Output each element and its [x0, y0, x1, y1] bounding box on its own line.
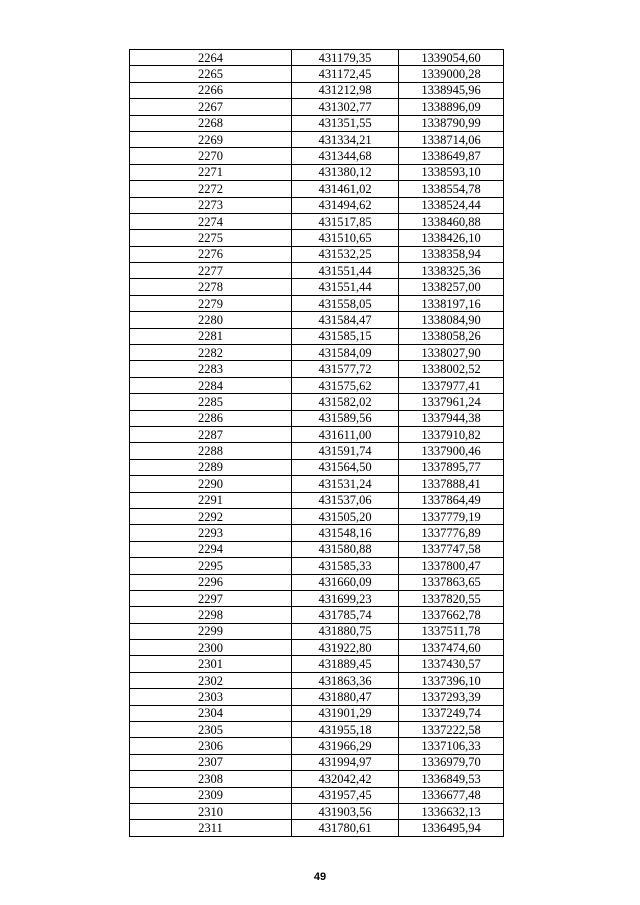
x-coordinate-cell: 431548,16	[292, 525, 399, 541]
y-coordinate-cell: 1336979,70	[399, 754, 504, 770]
point-number-cell: 2290	[130, 476, 292, 492]
y-coordinate-cell: 1337864,49	[399, 492, 504, 508]
point-number-cell: 2274	[130, 213, 292, 229]
x-coordinate-cell: 431785,74	[292, 607, 399, 623]
x-coordinate-cell: 431212,98	[292, 82, 399, 98]
x-coordinate-cell: 431351,55	[292, 115, 399, 131]
y-coordinate-cell: 1337888,41	[399, 476, 504, 492]
y-coordinate-cell: 1337662,78	[399, 607, 504, 623]
y-coordinate-cell: 1338896,09	[399, 99, 504, 115]
point-number-cell: 2296	[130, 574, 292, 590]
x-coordinate-cell: 431903,56	[292, 803, 399, 819]
x-coordinate-cell: 431517,85	[292, 213, 399, 229]
x-coordinate-cell: 431575,62	[292, 377, 399, 393]
point-number-cell: 2306	[130, 738, 292, 754]
x-coordinate-cell: 431532,25	[292, 246, 399, 262]
table-row	[130, 492, 504, 508]
table-row	[130, 426, 504, 442]
x-coordinate-cell: 431699,23	[292, 590, 399, 606]
x-coordinate-cell: 431780,61	[292, 820, 399, 836]
point-number-cell: 2307	[130, 754, 292, 770]
y-coordinate-cell: 1337900,46	[399, 443, 504, 459]
y-coordinate-cell: 1338084,90	[399, 312, 504, 328]
y-coordinate-cell: 1338714,06	[399, 131, 504, 147]
table-row	[130, 230, 504, 246]
table-row	[130, 574, 504, 590]
table-row	[130, 656, 504, 672]
y-coordinate-cell: 1338554,78	[399, 181, 504, 197]
table-row	[130, 590, 504, 606]
x-coordinate-cell: 431994,97	[292, 754, 399, 770]
x-coordinate-cell: 431537,06	[292, 492, 399, 508]
table-row	[130, 164, 504, 180]
table-row	[130, 410, 504, 426]
point-number-cell: 2297	[130, 590, 292, 606]
y-coordinate-cell: 1337961,24	[399, 394, 504, 410]
x-coordinate-cell: 431922,80	[292, 640, 399, 656]
table-row	[130, 541, 504, 557]
x-coordinate-cell: 431901,29	[292, 705, 399, 721]
table-row	[130, 99, 504, 115]
x-coordinate-cell: 431589,56	[292, 410, 399, 426]
y-coordinate-cell: 1338257,00	[399, 279, 504, 295]
table-row	[130, 394, 504, 410]
table-row	[130, 66, 504, 82]
point-number-cell: 2309	[130, 787, 292, 803]
table-row	[130, 377, 504, 393]
y-coordinate-cell: 1338325,36	[399, 263, 504, 279]
point-number-cell: 2302	[130, 672, 292, 688]
x-coordinate-cell: 431880,75	[292, 623, 399, 639]
table-row	[130, 50, 504, 66]
coordinates-table-body	[130, 50, 504, 837]
table-row	[130, 181, 504, 197]
point-number-cell: 2278	[130, 279, 292, 295]
table-row	[130, 771, 504, 787]
y-coordinate-cell: 1337430,57	[399, 656, 504, 672]
point-number-cell: 2289	[130, 459, 292, 475]
point-number-cell: 2285	[130, 394, 292, 410]
x-coordinate-cell: 431863,36	[292, 672, 399, 688]
x-coordinate-cell: 431889,45	[292, 656, 399, 672]
table-row	[130, 312, 504, 328]
y-coordinate-cell: 1338790,99	[399, 115, 504, 131]
table-row	[130, 148, 504, 164]
point-number-cell: 2267	[130, 99, 292, 115]
y-coordinate-cell: 1337977,41	[399, 377, 504, 393]
y-coordinate-cell: 1336677,48	[399, 787, 504, 803]
y-coordinate-cell: 1337776,89	[399, 525, 504, 541]
table-row	[130, 640, 504, 656]
y-coordinate-cell: 1337779,19	[399, 508, 504, 524]
point-number-cell: 2287	[130, 426, 292, 442]
point-number-cell: 2299	[130, 623, 292, 639]
table-row	[130, 131, 504, 147]
x-coordinate-cell: 431172,45	[292, 66, 399, 82]
table-row	[130, 279, 504, 295]
table-row	[130, 476, 504, 492]
table-row	[130, 672, 504, 688]
x-coordinate-cell: 431344,68	[292, 148, 399, 164]
x-coordinate-cell: 431660,09	[292, 574, 399, 590]
point-number-cell: 2277	[130, 263, 292, 279]
point-number-cell: 2295	[130, 558, 292, 574]
y-coordinate-cell: 1338945,96	[399, 82, 504, 98]
x-coordinate-cell: 431611,00	[292, 426, 399, 442]
point-number-cell: 2291	[130, 492, 292, 508]
y-coordinate-cell: 1338649,87	[399, 148, 504, 164]
y-coordinate-cell: 1337910,82	[399, 426, 504, 442]
y-coordinate-cell: 1336495,94	[399, 820, 504, 836]
y-coordinate-cell: 1338460,88	[399, 213, 504, 229]
point-number-cell: 2268	[130, 115, 292, 131]
x-coordinate-cell: 431584,47	[292, 312, 399, 328]
y-coordinate-cell: 1337106,33	[399, 738, 504, 754]
y-coordinate-cell: 1337820,55	[399, 590, 504, 606]
x-coordinate-cell: 431580,88	[292, 541, 399, 557]
x-coordinate-cell: 431551,44	[292, 263, 399, 279]
table-row	[130, 558, 504, 574]
x-coordinate-cell: 431551,44	[292, 279, 399, 295]
point-number-cell: 2281	[130, 328, 292, 344]
point-number-cell: 2270	[130, 148, 292, 164]
y-coordinate-cell: 1337895,77	[399, 459, 504, 475]
y-coordinate-cell: 1336849,53	[399, 771, 504, 787]
y-coordinate-cell: 1337249,74	[399, 705, 504, 721]
x-coordinate-cell: 431966,29	[292, 738, 399, 754]
point-number-cell: 2273	[130, 197, 292, 213]
x-coordinate-cell: 431461,02	[292, 181, 399, 197]
y-coordinate-cell: 1337747,58	[399, 541, 504, 557]
y-coordinate-cell: 1338426,10	[399, 230, 504, 246]
x-coordinate-cell: 431582,02	[292, 394, 399, 410]
point-number-cell: 2288	[130, 443, 292, 459]
point-number-cell: 2279	[130, 295, 292, 311]
x-coordinate-cell: 431179,35	[292, 50, 399, 66]
point-number-cell: 2282	[130, 345, 292, 361]
y-coordinate-cell: 1337396,10	[399, 672, 504, 688]
table-row	[130, 345, 504, 361]
table-row	[130, 508, 504, 524]
point-number-cell: 2280	[130, 312, 292, 328]
table-row	[130, 328, 504, 344]
point-number-cell: 2292	[130, 508, 292, 524]
point-number-cell: 2264	[130, 50, 292, 66]
point-number-cell: 2284	[130, 377, 292, 393]
point-number-cell: 2298	[130, 607, 292, 623]
x-coordinate-cell: 432042,42	[292, 771, 399, 787]
x-coordinate-cell: 431584,09	[292, 345, 399, 361]
table-row	[130, 197, 504, 213]
x-coordinate-cell: 431957,45	[292, 787, 399, 803]
point-number-cell: 2293	[130, 525, 292, 541]
y-coordinate-cell: 1337800,47	[399, 558, 504, 574]
point-number-cell: 2266	[130, 82, 292, 98]
table-row	[130, 623, 504, 639]
point-number-cell: 2310	[130, 803, 292, 819]
y-coordinate-cell: 1338002,52	[399, 361, 504, 377]
x-coordinate-cell: 431577,72	[292, 361, 399, 377]
point-number-cell: 2308	[130, 771, 292, 787]
point-number-cell: 2283	[130, 361, 292, 377]
table-row	[130, 246, 504, 262]
point-number-cell: 2311	[130, 820, 292, 836]
table-row	[130, 803, 504, 819]
y-coordinate-cell: 1338593,10	[399, 164, 504, 180]
y-coordinate-cell: 1338524,44	[399, 197, 504, 213]
x-coordinate-cell: 431585,15	[292, 328, 399, 344]
x-coordinate-cell: 431880,47	[292, 689, 399, 705]
table-row	[130, 361, 504, 377]
x-coordinate-cell: 431510,65	[292, 230, 399, 246]
table-row	[130, 459, 504, 475]
point-number-cell: 2304	[130, 705, 292, 721]
y-coordinate-cell: 1337474,60	[399, 640, 504, 656]
x-coordinate-cell: 431380,12	[292, 164, 399, 180]
table-row	[130, 787, 504, 803]
point-number-cell: 2286	[130, 410, 292, 426]
y-coordinate-cell: 1336632,13	[399, 803, 504, 819]
table-row	[130, 705, 504, 721]
x-coordinate-cell: 431494,62	[292, 197, 399, 213]
table-row	[130, 607, 504, 623]
table-row	[130, 525, 504, 541]
y-coordinate-cell: 1338027,90	[399, 345, 504, 361]
table-row	[130, 115, 504, 131]
page-number: 49	[313, 871, 327, 883]
x-coordinate-cell: 431955,18	[292, 722, 399, 738]
y-coordinate-cell: 1339000,28	[399, 66, 504, 82]
y-coordinate-cell: 1337863,65	[399, 574, 504, 590]
y-coordinate-cell: 1337944,38	[399, 410, 504, 426]
coordinates-table	[129, 49, 504, 837]
x-coordinate-cell: 431591,74	[292, 443, 399, 459]
table-row	[130, 689, 504, 705]
x-coordinate-cell: 431505,20	[292, 508, 399, 524]
point-number-cell: 2265	[130, 66, 292, 82]
table-row	[130, 443, 504, 459]
x-coordinate-cell: 431302,77	[292, 99, 399, 115]
table-row	[130, 820, 504, 836]
y-coordinate-cell: 1338358,94	[399, 246, 504, 262]
y-coordinate-cell: 1339054,60	[399, 50, 504, 66]
x-coordinate-cell: 431564,50	[292, 459, 399, 475]
point-number-cell: 2275	[130, 230, 292, 246]
table-row	[130, 263, 504, 279]
x-coordinate-cell: 431585,33	[292, 558, 399, 574]
point-number-cell: 2271	[130, 164, 292, 180]
table-row	[130, 82, 504, 98]
y-coordinate-cell: 1337511,78	[399, 623, 504, 639]
y-coordinate-cell: 1337293,39	[399, 689, 504, 705]
y-coordinate-cell: 1338197,16	[399, 295, 504, 311]
point-number-cell: 2269	[130, 131, 292, 147]
point-number-cell: 2301	[130, 656, 292, 672]
table-row	[130, 295, 504, 311]
x-coordinate-cell: 431334,21	[292, 131, 399, 147]
point-number-cell: 2300	[130, 640, 292, 656]
y-coordinate-cell: 1338058,26	[399, 328, 504, 344]
table-row	[130, 722, 504, 738]
table-row	[130, 754, 504, 770]
x-coordinate-cell: 431558,05	[292, 295, 399, 311]
point-number-cell: 2272	[130, 181, 292, 197]
point-number-cell: 2305	[130, 722, 292, 738]
point-number-cell: 2276	[130, 246, 292, 262]
point-number-cell: 2303	[130, 689, 292, 705]
x-coordinate-cell: 431531,24	[292, 476, 399, 492]
y-coordinate-cell: 1337222,58	[399, 722, 504, 738]
table-row	[130, 213, 504, 229]
table-row	[130, 738, 504, 754]
point-number-cell: 2294	[130, 541, 292, 557]
